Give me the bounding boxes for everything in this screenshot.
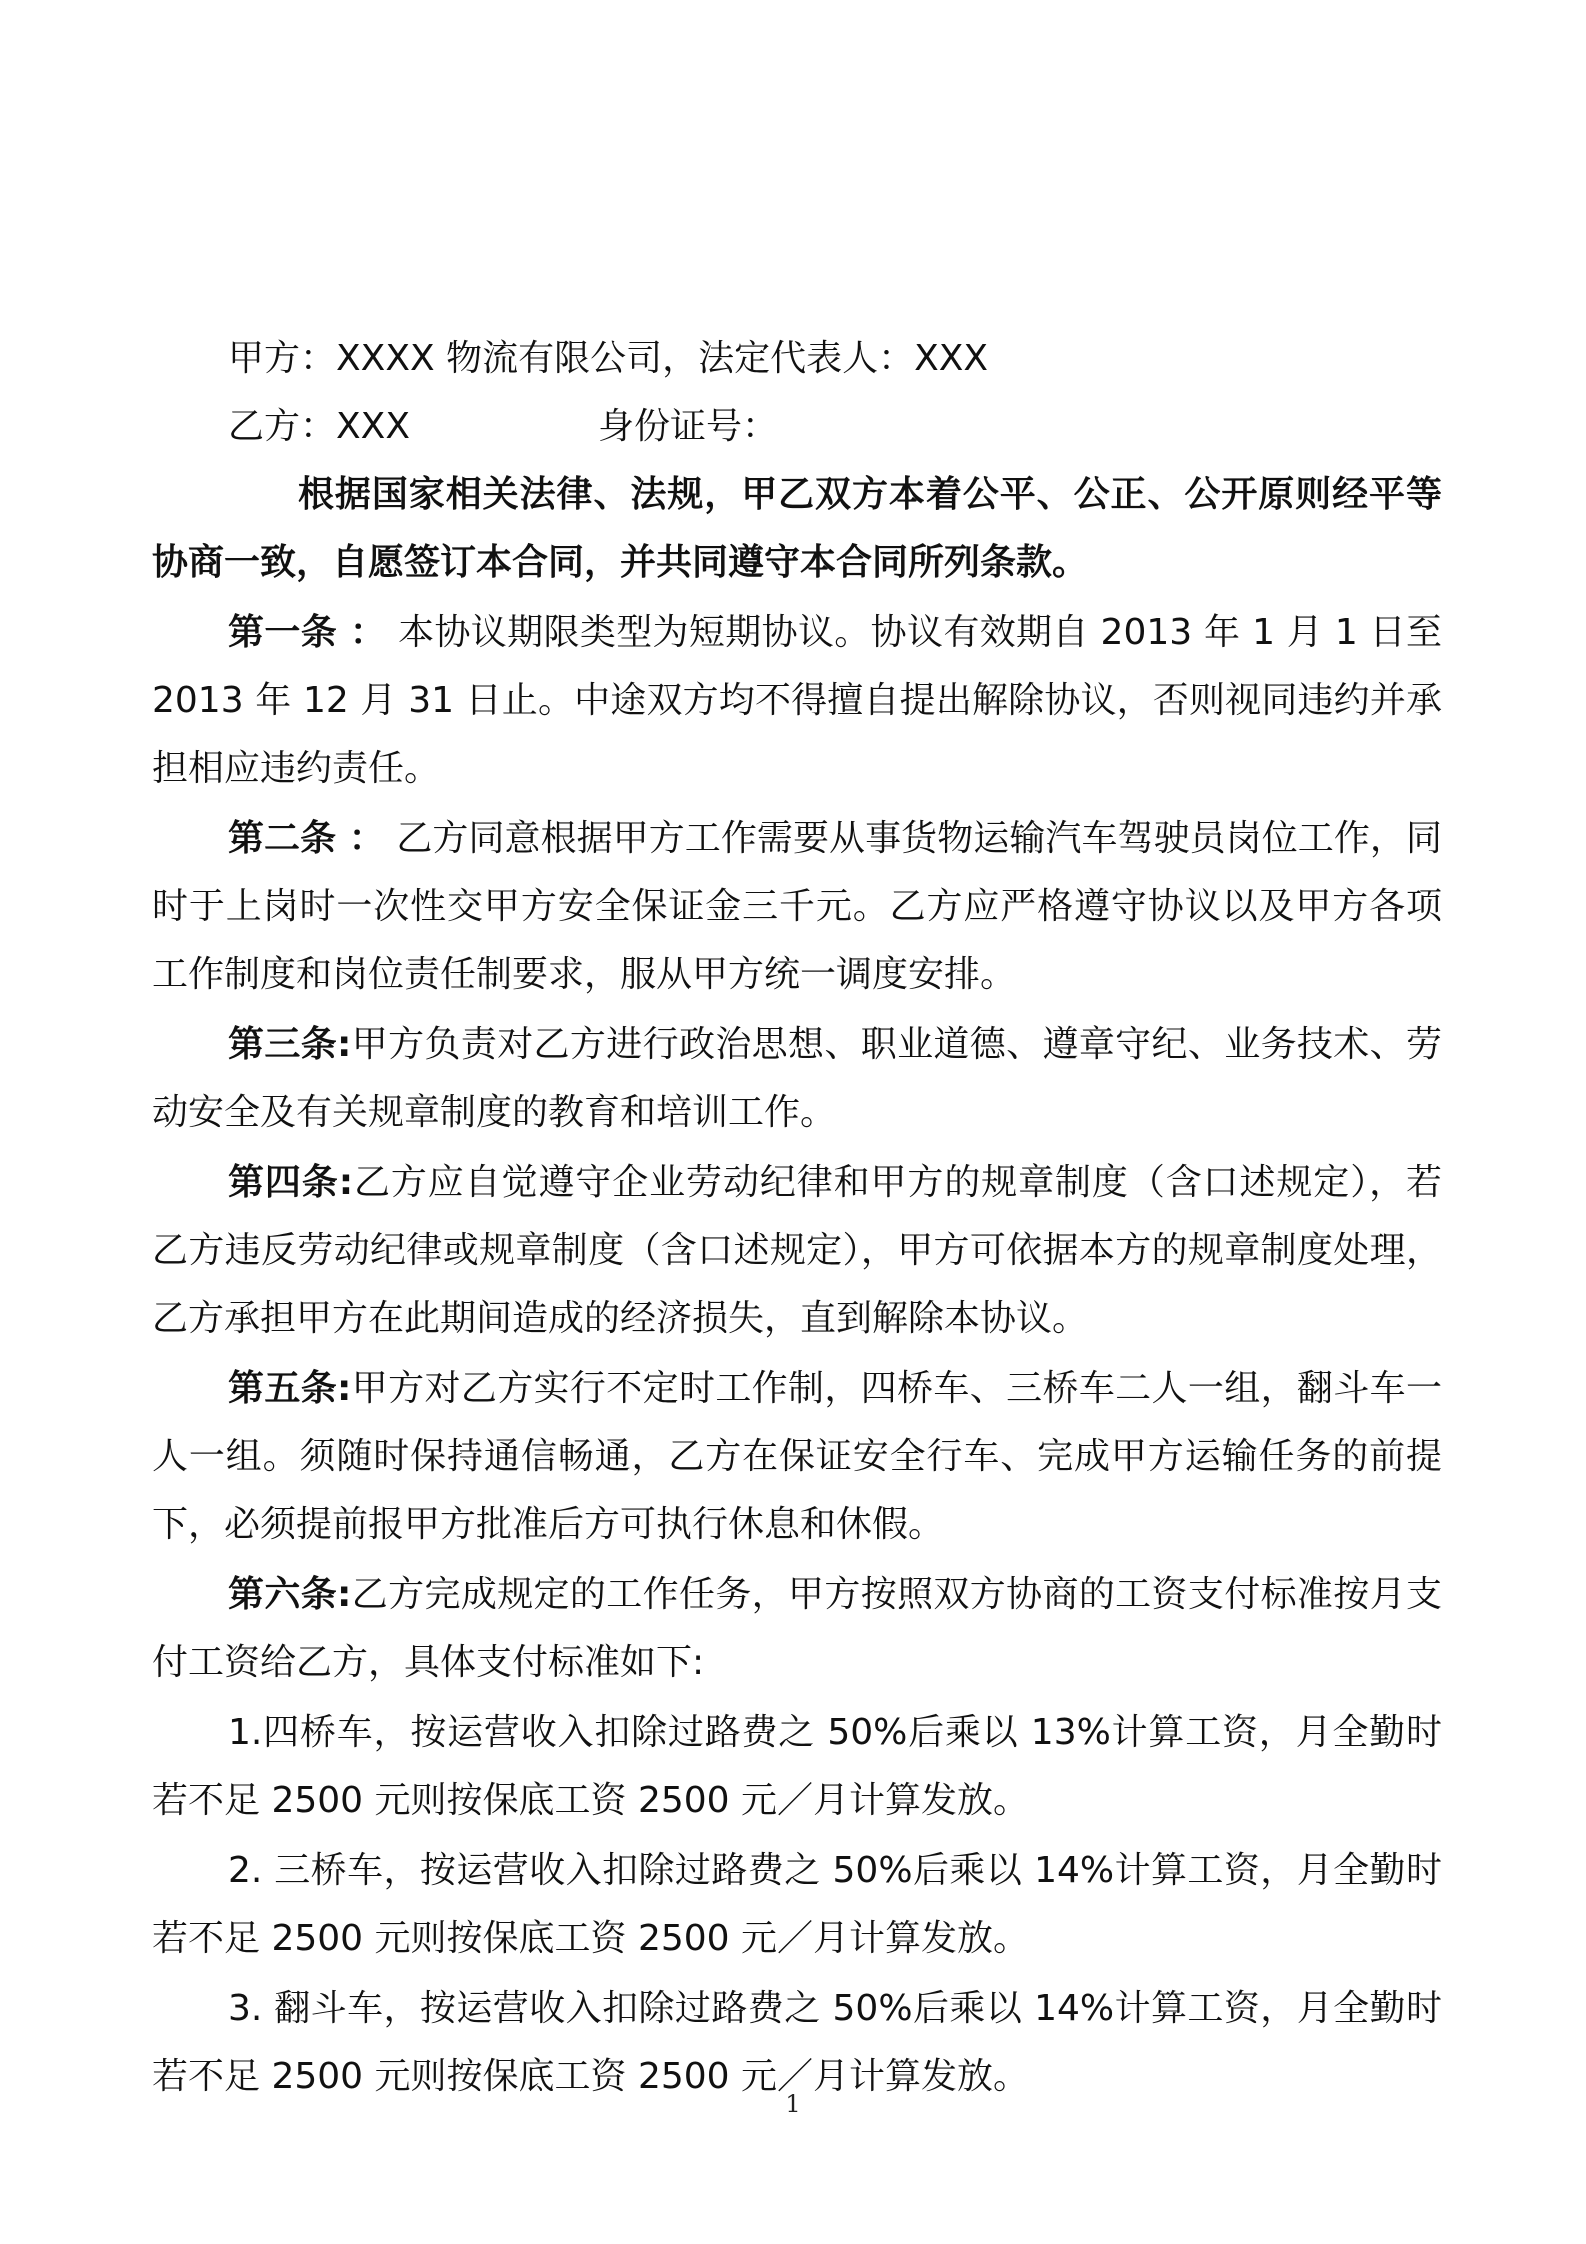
article-4-text: 乙方应自觉遵守企业劳动纪律和甲方的规章制度（含口述规定），若乙方违反劳动纪律或规章制度（含口述规定），甲方可依据本方的规章制度处理，乙方承担甲方在此期间造成的经济损失，直到解除本协议。 [152,1162,1442,1339]
contract-body [152,325,1442,2111]
article-2 [152,805,1442,1009]
article-1-text: 本协议期限类型为短期协议。协议有效期自 2013 年 1 月 1 日至 2013 年 12 月 31 日止。中途双方均不得擅自提出解除协议，否则视同违约并承担相应违约责任。 [152,612,1442,789]
article-1-head: 第一条 ： [228,612,387,653]
article-6 [152,1561,1442,1697]
id-number-label: 身份证号： [598,406,779,447]
pay-item-3: 3. 翻斗车，按运营收入扣除过路费之 50%后乘以 14%计算工资，月全勤时若不足 2500 元则按保底工资 2500 元／月计算发放。 [152,1988,1442,2097]
pay-item-1: 1.四桥车，按运营收入扣除过路费之 50%后乘以 13%计算工资，月全勤时若不足 2500 元则按保底工资 2500 元／月计算发放。 [152,1712,1442,1821]
preamble: 根据国家相关法律、法规，甲乙双方本着公平、公正、公开原则经平等协商一致，自愿签订本合同，并共同遵守本合同所列条款。 [152,474,1442,583]
pay-item-2: 2. 三桥车，按运营收入扣除过路费之 50%后乘以 14%计算工资，月全勤时若不足 2500 元则按保底工资 2500 元／月计算发放。 [152,1850,1442,1959]
article-5-text: 甲方对乙方实行不定时工作制，四桥车、三桥车二人一组，翻斗车一人一组。须随时保持通信畅通，乙方在保证安全行车、完成甲方运输任务的前提下，必须提前报甲方批准后方可执行休息和休假。 [152,1368,1442,1545]
article-4-head: 第四条: [228,1162,354,1203]
article-3-text: 甲方负责对乙方进行政治思想、职业道德、遵章守纪、业务技术、劳动安全及有关规章制度的教育和培训工作。 [152,1024,1442,1133]
party-b-name: 乙方：XXX [228,406,410,447]
article-6-head: 第六条: [228,1574,352,1615]
article-2-head: 第二条 ： [228,818,385,859]
page-number: 1 [785,2090,801,2118]
article-4 [152,1149,1442,1353]
article-3 [152,1011,1442,1147]
article-1 [152,599,1442,803]
party-b-line [152,393,1442,461]
article-3-head: 第三条: [228,1024,352,1065]
article-5 [152,1355,1442,1559]
party-a-line: 甲方：XXXX 物流有限公司，法定代表人：XXX [228,338,989,379]
article-2-text: 乙方同意根据甲方工作需要从事货物运输汽车驾驶员岗位工作，同时于上岗时一次性交甲方安全保证金三千元。乙方应严格遵守协议以及甲方各项工作制度和岗位责任制要求，服从甲方统一调度安排。 [152,818,1442,995]
article-6-text: 乙方完成规定的工作任务，甲方按照双方协商的工资支付标准按月支付工资给乙方，具体支付标准如下: [152,1574,1442,1683]
article-5-head: 第五条: [228,1368,352,1409]
